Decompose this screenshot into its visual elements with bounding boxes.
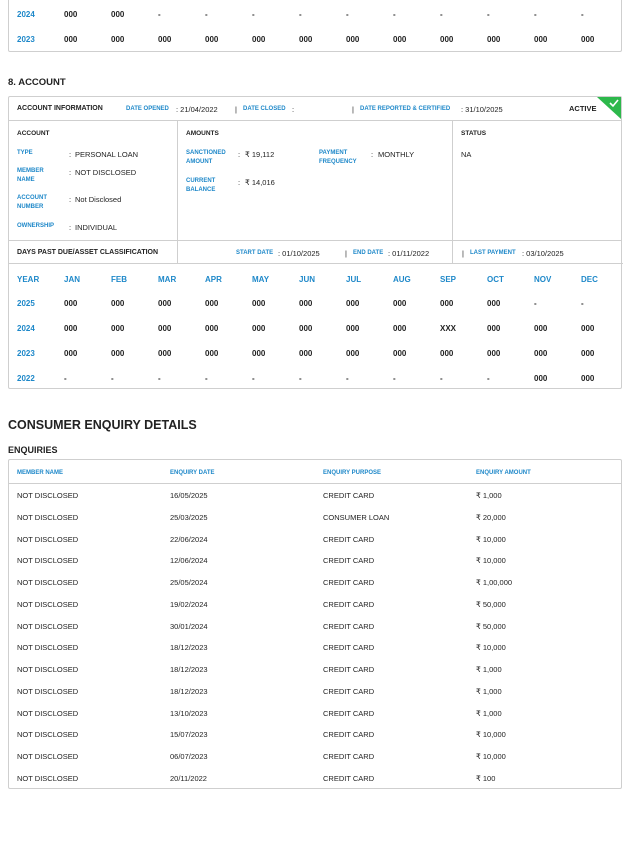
enquiry-member-name: NOT DISCLOSED (17, 686, 79, 696)
dpd-cell: - (205, 10, 208, 19)
dpd-cell: - (487, 10, 490, 19)
dpd-cell: - (299, 10, 302, 19)
status-badge: ACTIVE (569, 104, 597, 113)
date-reported-value: : 31/10/2025 (461, 105, 503, 114)
dpd-header-sep: SEP (440, 275, 457, 284)
dpd-cell: 000 (534, 35, 548, 44)
enquiry-amount: ₹ 1,000 (476, 491, 502, 500)
dpd-header-may: MAY (252, 275, 270, 284)
enquiry-purpose: CREDIT CARD (323, 686, 375, 696)
dpd-cell: - (205, 374, 208, 383)
table-row (9, 535, 621, 549)
dpd-row (9, 35, 621, 49)
dpd-cell: 000 (534, 349, 548, 358)
enquiry-member-name: NOT DISCLOSED (17, 643, 79, 653)
dpd-cell: - (581, 10, 584, 19)
enquiry-member-name: NOT DISCLOSED (17, 556, 79, 566)
table-row (9, 643, 621, 657)
amounts-column-title: AMOUNTS (186, 130, 219, 137)
dpd-header-feb: FEB (111, 275, 127, 284)
enquiry-member-name: NOT DISCLOSED (17, 730, 79, 740)
date-opened-value: : 21/04/2022 (176, 105, 218, 114)
colon: : (69, 223, 72, 232)
dpd-cell: 000 (158, 324, 172, 333)
dpd-cell: 000 (346, 299, 360, 308)
last-payment-label: LAST PAYMENT (470, 250, 516, 256)
table-row (9, 752, 621, 766)
active-check-icon (597, 97, 621, 119)
enquiry-amount: ₹ 10,000 (476, 643, 506, 653)
account-info-strip (9, 97, 621, 121)
dpd-cell: - (581, 299, 584, 308)
dpd-year: 2023 (17, 35, 35, 44)
dpd-row (9, 299, 621, 313)
dpd-title: DAYS PAST DUE/ASSET CLASSIFICATION (17, 249, 159, 256)
dpd-header-apr: APR (205, 275, 222, 284)
dpd-cell: 000 (158, 299, 172, 308)
date-opened-label: DATE OPENED (126, 106, 169, 112)
enquiry-amount: ₹ 1,000 (476, 708, 502, 718)
table-row (9, 491, 621, 505)
separator: | (352, 105, 354, 114)
enquiry-purpose: CREDIT CARD (323, 752, 375, 761)
last-payment-value: : 03/10/2025 (522, 249, 564, 258)
dpd-cell: 000 (205, 35, 219, 44)
ownership-label: OWNERSHIP (17, 223, 55, 229)
dpd-cell: 000 (64, 324, 78, 333)
enquiry-section-title: CONSUMER ENQUIRY DETAILS (8, 418, 197, 432)
enquiry-date: 25/03/2025 (170, 512, 208, 522)
member-name-label: MEMBER NAME (17, 168, 44, 183)
table-row (9, 665, 621, 679)
dpd-strip (9, 240, 621, 264)
colon: : (69, 195, 72, 204)
enquiry-purpose: CREDIT CARD (323, 643, 375, 653)
dpd-cell: - (393, 10, 396, 19)
enquiry-date: 16/05/2025 (170, 491, 208, 500)
dpd-cell: - (252, 10, 255, 19)
enquiry-purpose: CONSUMER LOAN (323, 512, 390, 522)
dpd-cell: 000 (487, 299, 501, 308)
dpd-cell: 000 (440, 299, 454, 308)
enquiry-member-name: NOT DISCLOSED (17, 708, 79, 718)
dpd-cell: 000 (393, 299, 407, 308)
dpd-cell: 000 (346, 349, 360, 358)
enquiry-purpose: CREDIT CARD (323, 708, 375, 718)
dpd-cell: 000 (581, 324, 595, 333)
enquiry-member-name: NOT DISCLOSED (17, 773, 79, 783)
dpd-cell: 000 (64, 35, 78, 44)
enquiry-member-name: NOT DISCLOSED (17, 491, 79, 500)
account-info-label: ACCOUNT INFORMATION (17, 105, 103, 112)
dpd-cell: 000 (252, 324, 266, 333)
header-enquiry-date: ENQUIRY DATE (170, 470, 215, 476)
enquiry-amount: ₹ 1,00,000 (476, 578, 513, 587)
dpd-header-jul: JUL (346, 275, 362, 284)
type-label: TYPE (17, 150, 33, 156)
dpd-header-jun: JUN (299, 275, 316, 284)
separator: | (345, 249, 347, 258)
start-date-label: START DATE (236, 250, 274, 256)
enquiry-amount: ₹ 100 (476, 773, 496, 783)
colon: : (371, 150, 374, 159)
dpd-cell: 000 (252, 299, 266, 308)
current-balance-label: CURRENT BALANCE (186, 178, 216, 193)
header-enquiry-purpose: ENQUIRY PURPOSE (323, 470, 382, 476)
enquiry-member-name: NOT DISCLOSED (17, 534, 79, 544)
dpd-header-row (9, 275, 621, 289)
enquiry-purpose: CREDIT CARD (323, 578, 375, 587)
dpd-cell: 000 (581, 35, 595, 44)
colon: : (238, 178, 241, 187)
dpd-cell: 000 (487, 324, 501, 333)
header-enquiry-amount: ENQUIRY AMOUNT (476, 470, 531, 476)
dpd-cell: 000 (581, 349, 595, 358)
account-number-value: Not Disclosed (75, 195, 122, 204)
enquiry-purpose: CREDIT CARD (323, 621, 375, 631)
dpd-year: 2022 (17, 374, 35, 383)
dpd-cell: 000 (111, 299, 125, 308)
dpd-cell: - (393, 374, 396, 383)
dpd-header-jan: JAN (64, 275, 81, 284)
dpd-cell: 000 (299, 299, 313, 308)
dpd-cell: 000 (252, 35, 266, 44)
dpd-cell: 000 (252, 349, 266, 358)
dpd-cell: - (299, 374, 302, 383)
dpd-header-nov: NOV (534, 275, 552, 284)
dpd-cell: - (158, 374, 161, 383)
enquiry-amount: ₹ 1,000 (476, 686, 502, 696)
dpd-cell: 000 (64, 349, 78, 358)
enquiry-amount: ₹ 10,000 (476, 534, 506, 544)
enquiry-date: 19/02/2024 (170, 599, 208, 609)
table-row (9, 556, 621, 570)
enquiries-subtitle: ENQUIRIES (8, 445, 58, 455)
dpd-year: 2023 (17, 349, 35, 358)
dpd-cell: 000 (64, 299, 78, 308)
dpd-cell: 000 (205, 299, 219, 308)
enquiry-date: 15/07/2023 (170, 730, 208, 740)
enquiry-member-name: NOT DISCLOSED (17, 578, 79, 587)
date-closed-label: DATE CLOSED (243, 106, 286, 112)
enquiry-purpose: CREDIT CARD (323, 773, 375, 783)
dpd-cell: - (346, 374, 349, 383)
enquiry-member-name: NOT DISCLOSED (17, 665, 79, 674)
dpd-cell: XXX (440, 324, 457, 333)
dpd-cell: - (534, 299, 537, 308)
dpd-cell: 000 (534, 324, 548, 333)
current-balance-value: ₹ 14,016 (245, 178, 275, 187)
dpd-cell: - (440, 10, 443, 19)
status-value: NA (461, 150, 472, 159)
enquiry-amount: ₹ 10,000 (476, 556, 506, 566)
table-row (9, 622, 621, 636)
table-row (9, 687, 621, 701)
account-section-title: 8. ACCOUNT (8, 77, 66, 88)
enquiry-purpose: CREDIT CARD (323, 730, 375, 740)
dpd-cell: - (64, 374, 67, 383)
enquiry-member-name: NOT DISCLOSED (17, 621, 79, 631)
dpd-header-dec: DEC (581, 275, 598, 284)
enquiry-date: 30/01/2024 (170, 621, 208, 631)
enquiry-date: 18/12/2023 (170, 686, 208, 696)
member-name-value: NOT DISCLOSED (75, 168, 137, 177)
dpd-cell: 000 (346, 324, 360, 333)
dpd-cell: 000 (111, 35, 125, 44)
enquiry-date: 06/07/2023 (170, 752, 208, 761)
dpd-cell: 000 (534, 374, 548, 383)
colon: : (238, 150, 241, 159)
colon: : (69, 168, 72, 177)
enquiry-amount: ₹ 20,000 (476, 512, 506, 522)
dpd-header-aug: AUG (393, 275, 411, 284)
dpd-year: 2024 (17, 324, 35, 333)
enquiry-purpose: CREDIT CARD (323, 491, 375, 500)
dpd-cell: 000 (440, 35, 454, 44)
dpd-year: 2025 (17, 299, 35, 308)
enquiries-table-header (9, 460, 621, 484)
payment-frequency-label: PAYMENT FREQUENCY (319, 150, 357, 165)
dpd-cell: 000 (111, 10, 125, 19)
dpd-cell: 000 (299, 349, 313, 358)
enquiry-date: 18/12/2023 (170, 643, 208, 653)
dpd-cell: 000 (205, 324, 219, 333)
colon: : (69, 150, 72, 159)
dpd-cell: 000 (393, 349, 407, 358)
separator: | (462, 249, 464, 258)
dpd-cell: 000 (346, 35, 360, 44)
dpd-cell: 000 (111, 349, 125, 358)
dpd-cell: 000 (111, 324, 125, 333)
enquiry-purpose: CREDIT CARD (323, 556, 375, 566)
enquiry-amount: ₹ 10,000 (476, 730, 506, 740)
enquiry-amount: ₹ 1,000 (476, 665, 502, 674)
dpd-cell: 000 (487, 349, 501, 358)
end-date-value: : 01/11/2022 (388, 249, 430, 258)
start-date-value: : 01/10/2025 (278, 249, 320, 258)
dpd-cell: - (534, 10, 537, 19)
enquiry-amount: ₹ 50,000 (476, 599, 506, 609)
dpd-cell: 000 (393, 35, 407, 44)
date-closed-value: : (292, 105, 295, 114)
dpd-row (9, 374, 621, 388)
header-member-name: MEMBER NAME (17, 470, 63, 476)
end-date-label: END DATE (353, 250, 384, 256)
payment-frequency-value: MONTHLY (378, 150, 415, 159)
dpd-cell: - (346, 10, 349, 19)
enquiry-date: 22/06/2024 (170, 534, 208, 544)
date-reported-label: DATE REPORTED & CERTIFIED (360, 106, 451, 112)
enquiry-member-name: NOT DISCLOSED (17, 752, 79, 761)
dpd-year: 2024 (17, 10, 35, 19)
type-value: PERSONAL LOAN (75, 150, 139, 159)
dpd-row (9, 10, 621, 24)
table-row (9, 709, 621, 723)
ownership-value: INDIVIDUAL (75, 223, 118, 232)
dpd-cell: - (158, 10, 161, 19)
dpd-cell: 000 (299, 324, 313, 333)
dpd-cell: 000 (158, 349, 172, 358)
enquiry-member-name: NOT DISCLOSED (17, 599, 79, 609)
account-number-label: ACCOUNT NUMBER (17, 195, 47, 210)
enquiry-date: 18/12/2023 (170, 665, 208, 674)
dpd-cell: - (252, 374, 255, 383)
dpd-cell: - (440, 374, 443, 383)
account-card (8, 96, 622, 389)
table-row (9, 578, 621, 592)
dpd-cell: 000 (440, 349, 454, 358)
account-column-title: ACCOUNT (17, 130, 50, 137)
dpd-cell: 000 (205, 349, 219, 358)
dpd-header-oct: OCT (487, 275, 504, 284)
dpd-row (9, 324, 621, 338)
sanctioned-amount-label: SANCTIONED AMOUNT (186, 150, 226, 165)
enquiry-date: 20/11/2022 (170, 773, 207, 783)
dpd-cell: 000 (64, 10, 78, 19)
table-row (9, 774, 621, 788)
separator: | (235, 105, 237, 114)
table-row (9, 730, 621, 744)
previous-account-dpd-table (8, 0, 622, 52)
dpd-row (9, 349, 621, 363)
enquiries-table (8, 459, 622, 789)
sanctioned-amount-value: ₹ 19,112 (245, 150, 275, 159)
enquiry-amount: ₹ 50,000 (476, 621, 506, 631)
dpd-cell: 000 (487, 35, 501, 44)
dpd-cell: 000 (158, 35, 172, 44)
enquiry-amount: ₹ 10,000 (476, 752, 506, 761)
enquiry-member-name: NOT DISCLOSED (17, 512, 79, 522)
enquiry-date: 13/10/2023 (170, 708, 208, 718)
dpd-header-year: YEAR (17, 275, 40, 284)
enquiry-date: 25/05/2024 (170, 578, 208, 587)
dpd-cell: 000 (299, 35, 313, 44)
enquiry-date: 12/06/2024 (170, 556, 208, 566)
dpd-cell: 000 (581, 374, 595, 383)
table-row (9, 513, 621, 527)
table-row (9, 600, 621, 614)
enquiry-purpose: CREDIT CARD (323, 534, 375, 544)
enquiry-purpose: CREDIT CARD (323, 599, 375, 609)
dpd-header-mar: MAR (158, 275, 177, 284)
dpd-cell: - (111, 374, 114, 383)
dpd-cell: 000 (393, 324, 407, 333)
dpd-cell: - (487, 374, 490, 383)
enquiry-purpose: CREDIT CARD (323, 665, 375, 674)
status-column-title: STATUS (461, 130, 487, 137)
